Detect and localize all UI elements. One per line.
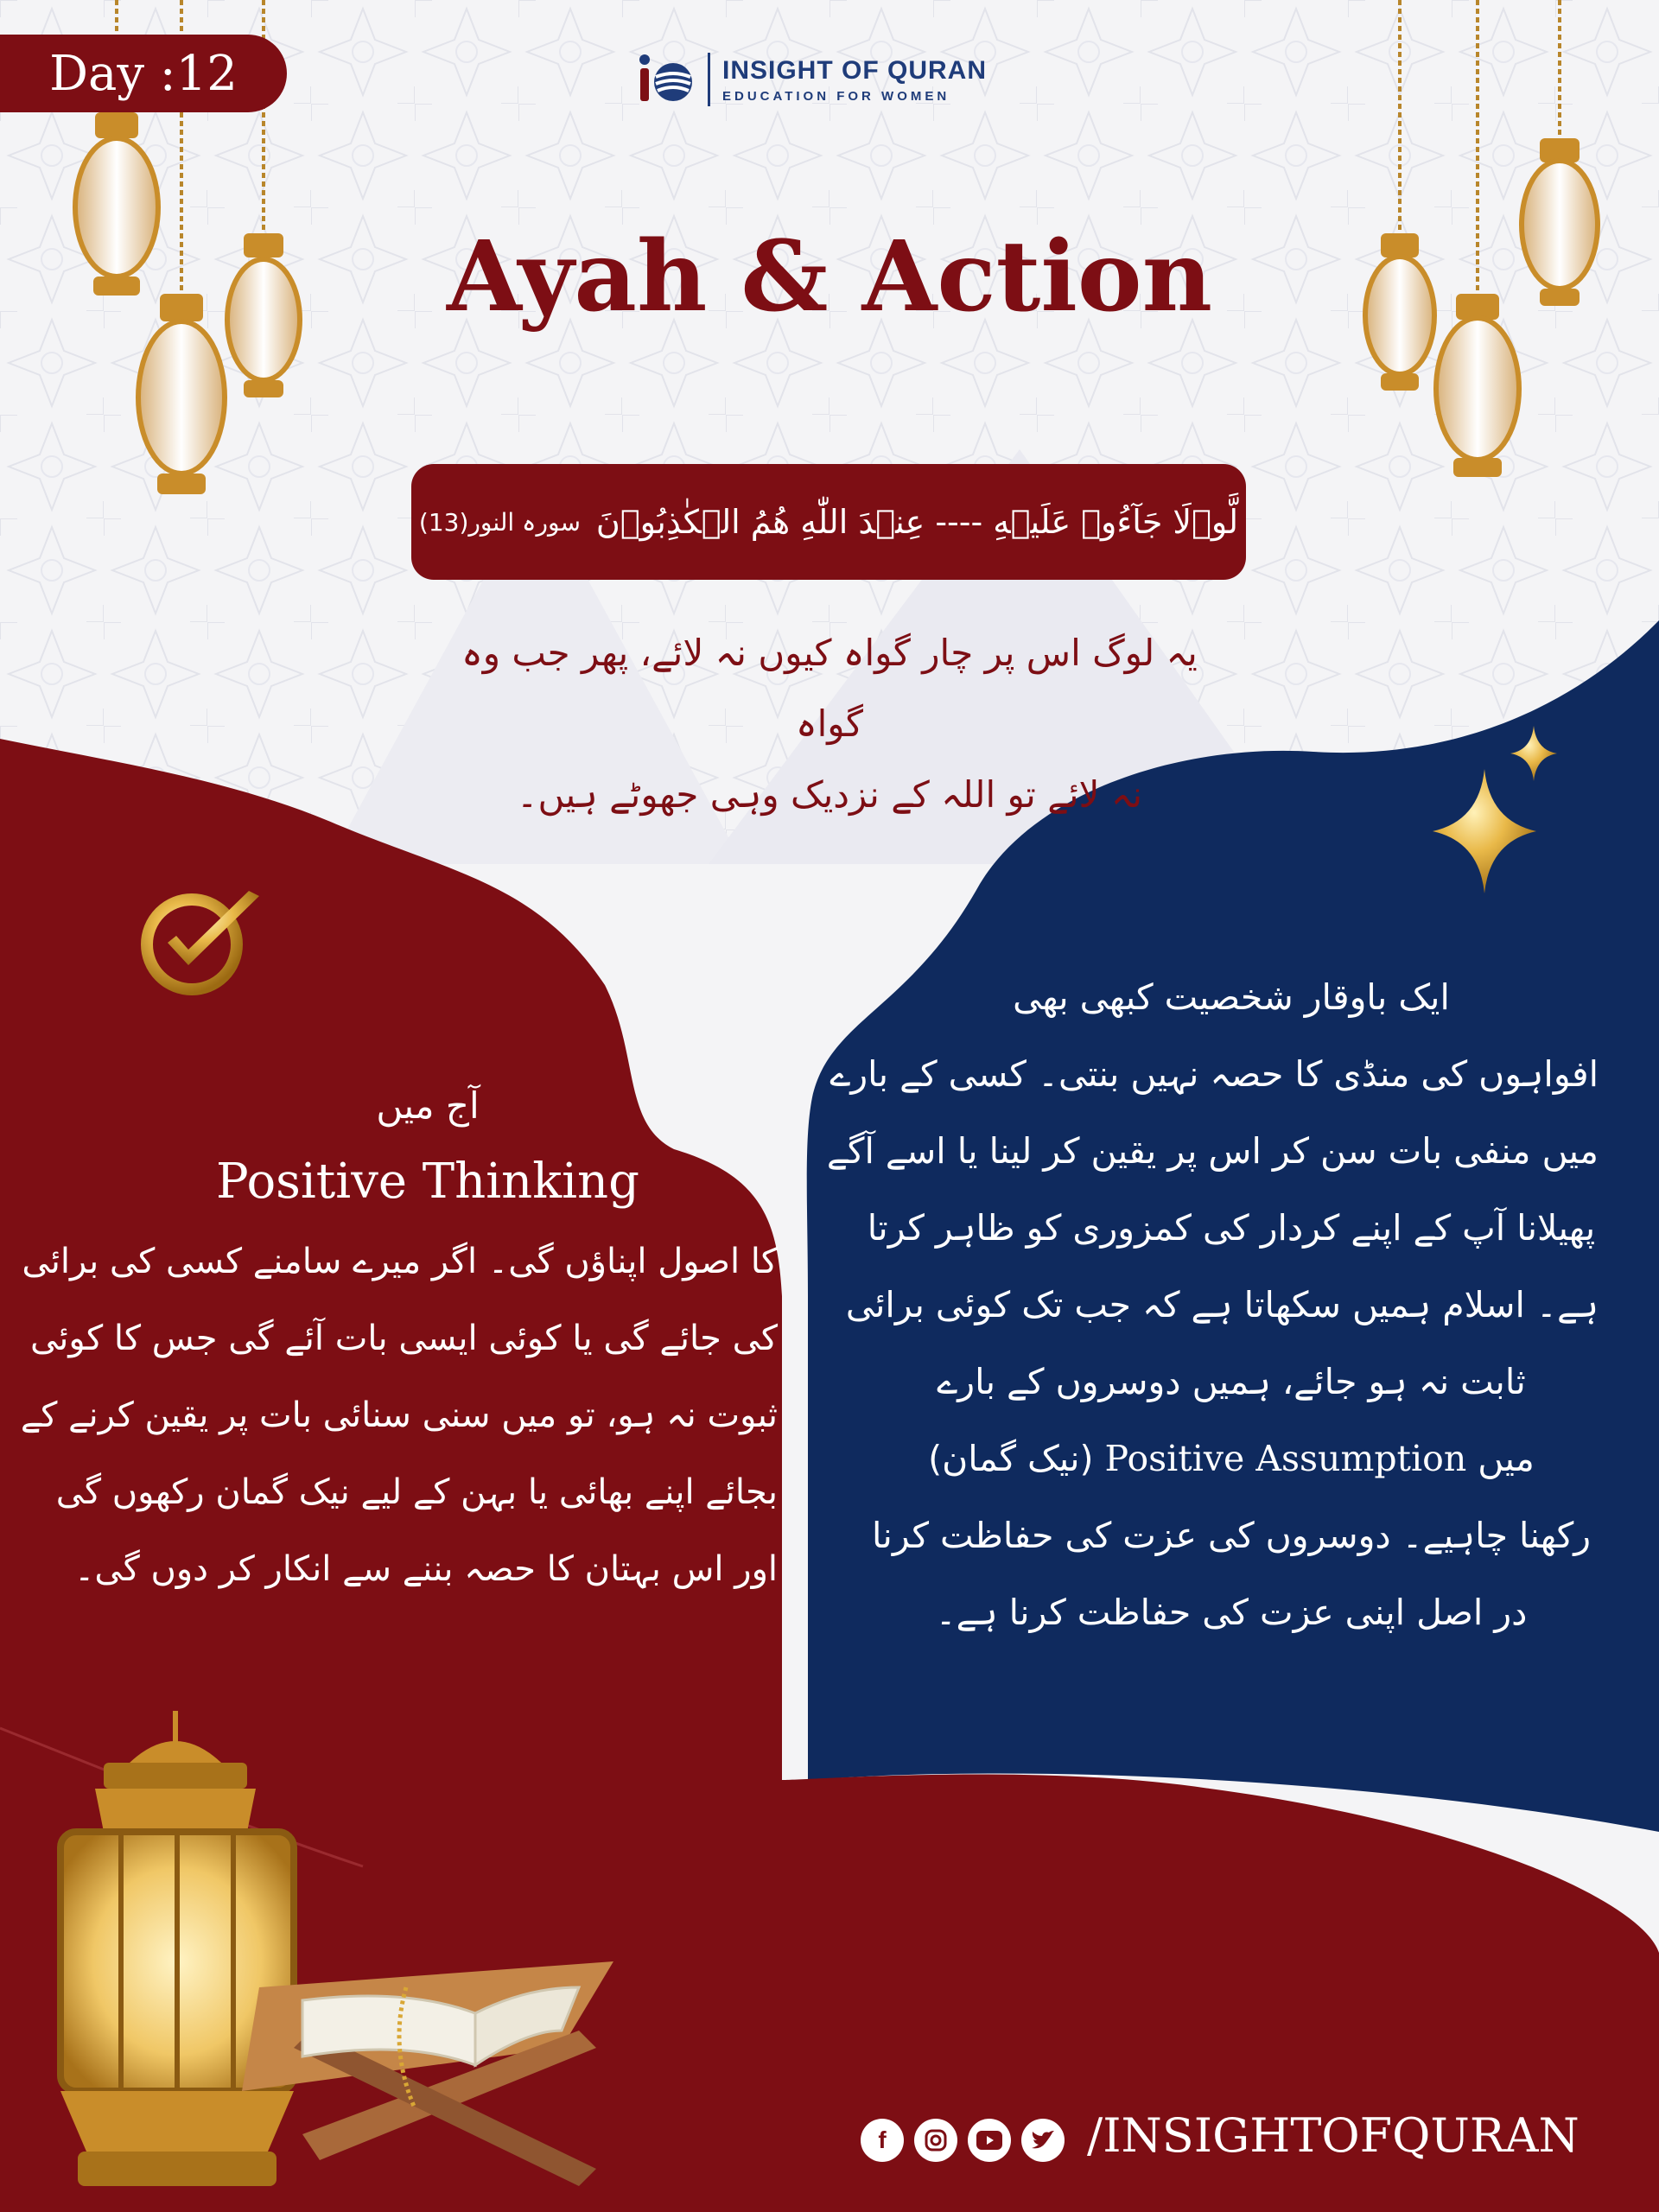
lantern-icon (1365, 233, 1434, 391)
page-title: Ayah & Action (446, 220, 1213, 334)
right-text-line: در اصل اپنی عزت کی حفاظت کرنا ہے۔ (935, 1592, 1528, 1633)
ayah-translation: یہ لوگ اس پر چار گواہ کیوں نہ لائے، پھر جب وہ گواہ نہ لائے تو اللہ کے نزدیک وہی جھوٹے ہیں۔ (461, 632, 1198, 816)
logo-title: INSIGHT OF QURAN (722, 55, 987, 85)
iq-logo-icon (635, 49, 696, 110)
left-text-line: اور اس بہتان کا حصہ بننے سے انکار کر دوں گی۔ (73, 1549, 778, 1589)
hanging-lanterns-right (1331, 0, 1624, 501)
positive-assumption-label: Positive Assumption (1104, 1438, 1467, 1479)
logo-subtitle: EDUCATION FOR WOMEN (722, 88, 950, 104)
facebook-icon[interactable]: f (861, 2119, 904, 2162)
assumption-prefix: میں (1478, 1438, 1535, 1479)
right-text-line: پھیلانا آپ کے اپنے کردار کی کمزوری کو ظاہر کرتا (867, 1207, 1596, 1249)
left-text-line: بجائے اپنے بھائی یا بہن کے لیے نیک گمان رکھوں گی (55, 1472, 778, 1512)
lantern-icon (75, 112, 158, 296)
brand-logo (635, 45, 1033, 114)
checkmark-icon (138, 886, 268, 998)
day-badge: Day :12 (0, 35, 287, 112)
right-text-line: ہے۔ اسلام ہمیں سکھاتا ہے کہ جب تک کوئی برائی (845, 1284, 1599, 1325)
right-text-line: افواہوں کی منڈی کا حصہ نہیں بنتی۔ کسی کے بارے (830, 1053, 1599, 1095)
instagram-icon[interactable] (914, 2119, 957, 2162)
left-text-line: کا اصول اپناؤں گی۔ اگر میرے سامنے کسی کی برائی (22, 1242, 778, 1281)
twitter-icon[interactable] (1021, 2119, 1065, 2162)
social-icons (861, 2119, 1075, 2162)
lantern-icon (1436, 294, 1519, 477)
quran-stand-icon (242, 1961, 613, 2186)
ayah-text: لَّوۡلَا جَآءُوۡ عَلَيۡهِ ---- عِنۡدَ اللّٰهِ هُمُ الۡكٰذِبُوۡنَ (595, 503, 1239, 541)
assumption-suffix: (نیک گمان) (928, 1438, 1094, 1479)
lantern-quran-illustration (43, 1702, 648, 2203)
ayah-banner (411, 464, 1246, 580)
sparkle-stars-icon (1417, 726, 1573, 899)
left-intro: آج میں (376, 1084, 480, 1127)
social-handle[interactable]: /INSIGHTOFQURAN (1087, 2108, 1580, 2163)
right-text-line: میں منفی بات سن کر اس پر یقین کر لینا یا اسے آگے (826, 1130, 1599, 1172)
big-lantern-icon (60, 1711, 294, 2186)
lantern-icon (1522, 138, 1598, 306)
lantern-icon (227, 233, 300, 397)
right-text-line: ثابت نہ ہو جائے، ہمیں دوسروں کے بارے (937, 1361, 1526, 1402)
surah-reference: سورہ النور(13) (418, 507, 581, 537)
left-panel-text (20, 1071, 778, 1608)
left-text-line: کی جائے گی یا کوئی ایسی بات آئے گی جس کا کوئی (29, 1319, 778, 1358)
right-text-line: رکھنا چاہیے۔ دوسروں کی عزت کی حفاظت کرنا (871, 1515, 1592, 1556)
right-text-line-assumption (864, 1421, 1599, 1497)
right-panel-text (826, 959, 1599, 1651)
logo-divider (708, 53, 710, 106)
right-text-line: ایک باوقار شخصیت کبھی بھی (1013, 976, 1450, 1018)
youtube-icon[interactable] (968, 2119, 1011, 2162)
lantern-icon (138, 294, 225, 494)
left-text-line: ثبوت نہ ہو، تو میں سنی سنائی بات پر یقین کرنے کے (20, 1395, 778, 1435)
positive-thinking-heading: Positive Thinking (216, 1154, 639, 1210)
